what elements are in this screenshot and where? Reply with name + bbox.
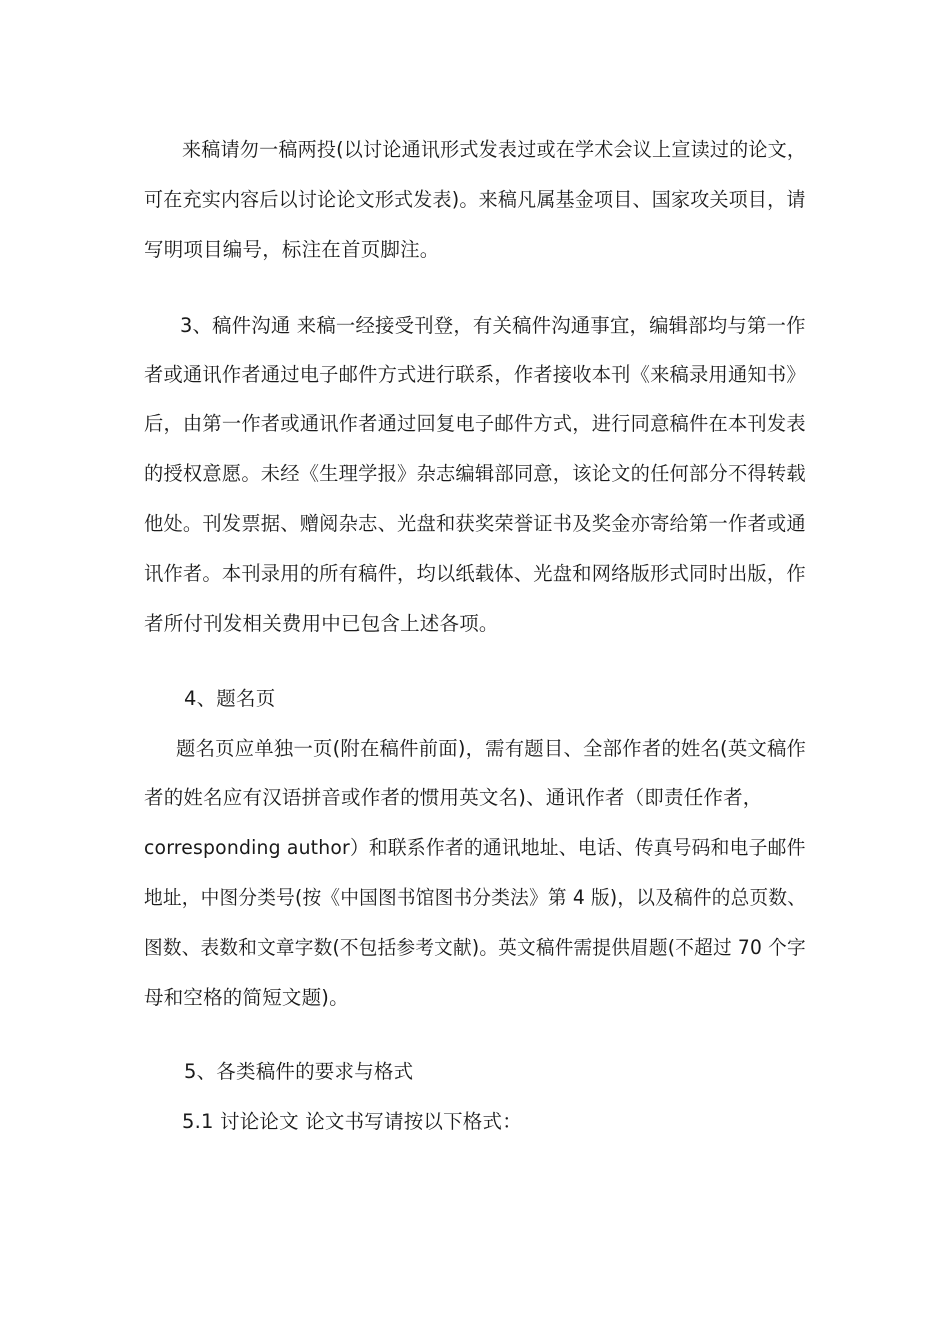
section-5-1-heading: 5.1 讨论论文 论文书写请按以下格式：	[182, 1110, 522, 1133]
section-3-line-2: 者或通讯作者通过电子邮件方式进行联系，作者接收本刊《来稿录用通知书》	[144, 363, 806, 386]
section-4-line-1: 题名页应单独一页(附在稿件前面)，需有题目、全部作者的姓名(英文稿作	[176, 737, 807, 760]
section-4-line-3: corresponding author）和联系作者的通讯地址、电话、传真号码和电子邮件	[144, 836, 806, 859]
section-3-line-7: 者所付刊发相关费用中已包含上述各项。	[144, 612, 499, 635]
section-4-line-4: 地址，中图分类号(按《中国图书馆图书分类法》第 4 版)，以及稿件的总页数、	[144, 886, 807, 909]
section-4-heading: 4、题名页	[184, 687, 276, 710]
section-3-line-1: 3、稿件沟通 来稿一经接受刊登，有关稿件沟通事宜，编辑部均与第一作	[180, 314, 806, 337]
section-3-line-5: 他处。刊发票据、赠阅杂志、光盘和获奖荣誉证书及奖金亦寄给第一作者或通	[144, 512, 806, 535]
section-4-line-5: 图数、表数和文章字数(不包括参考文献)。英文稿件需提供眉题(不超过 70 个字	[144, 936, 806, 959]
section-4-line-6: 母和空格的简短文题)。	[144, 986, 349, 1009]
section-3-line-6: 讯作者。本刊录用的所有稿件，均以纸载体、光盘和网络版形式同时出版，作	[144, 562, 806, 585]
section-3-line-4: 的授权意愿。未经《生理学报》杂志编辑部同意，该论文的任何部分不得转载	[144, 462, 806, 485]
section-3-line-3: 后，由第一作者或通讯作者通过回复电子邮件方式，进行同意稿件在本刊发表	[144, 412, 806, 435]
section-5-heading: 5、各类稿件的要求与格式	[184, 1060, 414, 1083]
paragraph-1-line-2: 可在充实内容后以讨论论文形式发表)。来稿凡属基金项目、国家攻关项目，请	[144, 188, 806, 211]
section-4-line-2: 者的姓名应有汉语拼音或作者的惯用英文名)、通讯作者（即责任作者，	[144, 786, 763, 809]
paragraph-1-line-3: 写明项目编号，标注在首页脚注。	[144, 238, 440, 261]
paragraph-1-line-1: 来稿请勿一稿两投(以讨论通讯形式发表过或在学术会议上宣读过的论文，	[182, 138, 807, 161]
